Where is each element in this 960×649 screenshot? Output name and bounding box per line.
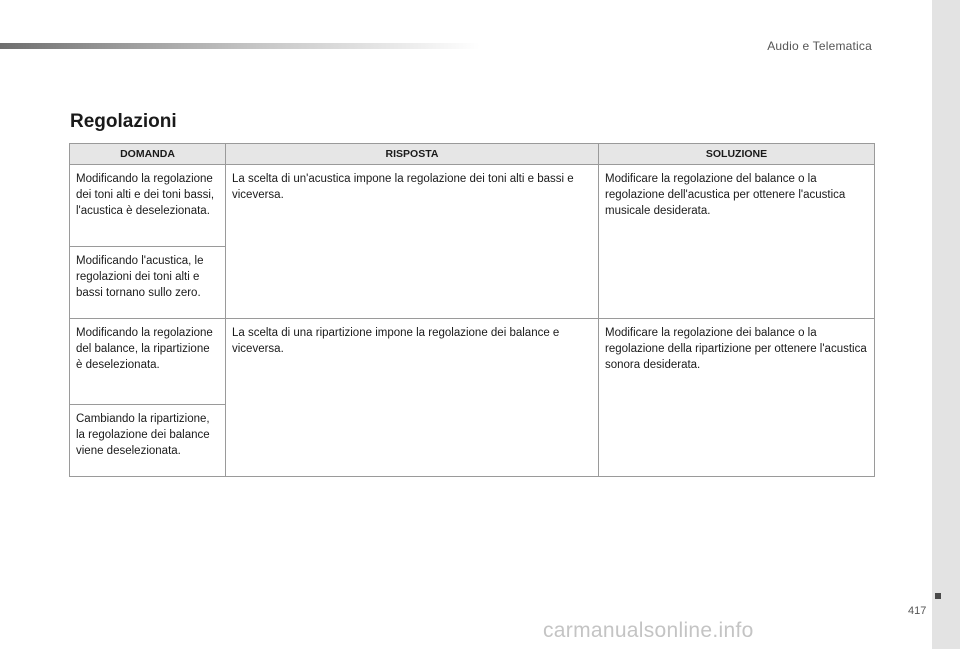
header-risposta: RISPOSTA bbox=[226, 144, 599, 165]
side-margin-strip bbox=[932, 0, 960, 649]
question-cell: Cambiando la ripartizione, la regolazione dei balance viene deselezionata. bbox=[70, 405, 226, 477]
table-row bbox=[70, 165, 875, 247]
solution-cell: Modificare la regolazione del balance o la regolazione dell'acustica per ottenere l'acustica musicale desiderata. bbox=[599, 165, 875, 319]
header-soluzione: SOLUZIONE bbox=[599, 144, 875, 165]
answer-cell: La scelta di una ripartizione impone la regolazione dei balance e viceversa. bbox=[226, 319, 599, 477]
header-domanda: DOMANDA bbox=[70, 144, 226, 165]
watermark: carmanualsonline.info bbox=[543, 619, 754, 642]
solution-cell: Modificare la regolazione dei balance o la regolazione della ripartizione per ottenere l'acustica sonora desiderata. bbox=[599, 319, 875, 477]
side-marker-square bbox=[935, 593, 941, 599]
question-cell: Modificando la regolazione dei toni alti e dei toni bassi, l'acustica è deselezionata. bbox=[70, 165, 226, 247]
page-number: 417 bbox=[908, 605, 927, 617]
header-gradient-bar bbox=[0, 43, 480, 49]
question-cell: Modificando l'acustica, le regolazioni dei toni alti e bassi tornano sullo zero. bbox=[70, 247, 226, 319]
page-title: Regolazioni bbox=[70, 111, 177, 132]
section-label: Audio e Telematica bbox=[767, 39, 872, 53]
question-cell: Modificando la regolazione del balance, la ripartizione è deselezionata. bbox=[70, 319, 226, 405]
faq-table bbox=[69, 143, 875, 477]
answer-cell: La scelta di un'acustica impone la regolazione dei toni alti e bassi e viceversa. bbox=[226, 165, 599, 319]
table-header-row bbox=[70, 144, 875, 165]
table-row bbox=[70, 319, 875, 405]
